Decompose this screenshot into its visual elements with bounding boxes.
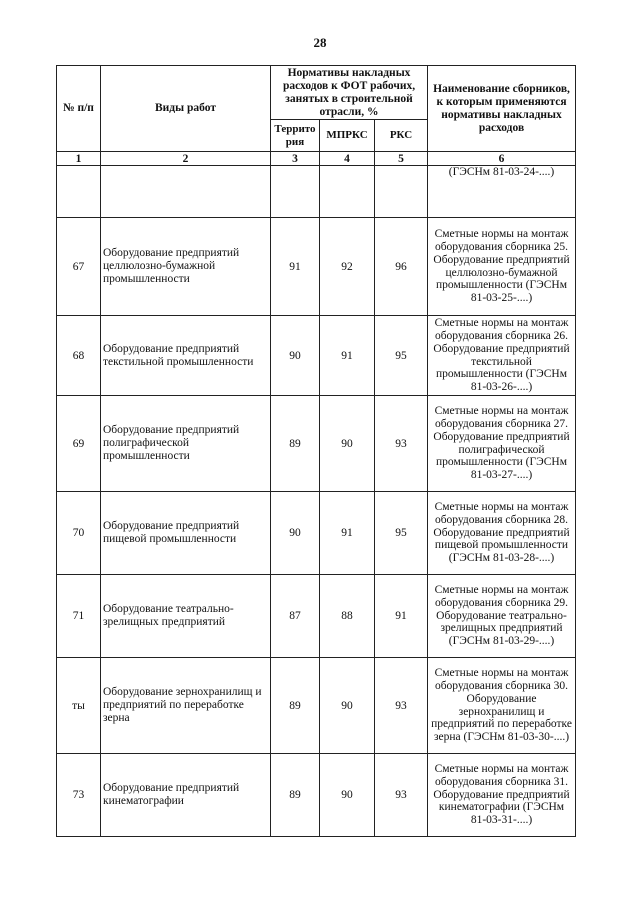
territory-value: 89 (271, 396, 320, 492)
header-norms-group: Нормативы накладных расходов к ФОТ рабочих, занятых в строительной отрасли, % (271, 66, 428, 120)
mprks-value: 88 (320, 575, 375, 658)
territory-value: 87 (271, 575, 320, 658)
rks-value: 96 (375, 218, 428, 316)
rks-value: 91 (375, 575, 428, 658)
source-collection: (ГЭСНм 81-03-24-....) (428, 166, 576, 218)
work-type: Оборудование предприятий целлюлозно-бумажной промышленности (101, 218, 271, 316)
territory-value: 89 (271, 658, 320, 754)
table-row (57, 658, 576, 754)
header-rks: РКС (375, 120, 428, 152)
territory-value: 90 (271, 316, 320, 396)
table-row (57, 218, 576, 316)
header-work-type: Виды работ (101, 66, 271, 152)
column-number: 3 (271, 152, 320, 166)
row-number: 71 (57, 575, 101, 658)
row-number: 69 (57, 396, 101, 492)
overhead-norms-table (56, 65, 576, 837)
row-number: 68 (57, 316, 101, 396)
source-collection: Сметные нормы на монтаж оборудования сборника 30. Оборудование зернохранилищ и предприятий по переработке зерна (ГЭСНм 81-03-30-....) (428, 658, 576, 754)
territory-value: 90 (271, 492, 320, 575)
mprks-value: 91 (320, 492, 375, 575)
mprks-value: 90 (320, 754, 375, 837)
column-number: 1 (57, 152, 101, 166)
rks-value: 93 (375, 754, 428, 837)
header-num: № п/п (57, 66, 101, 152)
table-row (57, 754, 576, 837)
row-number: 73 (57, 754, 101, 837)
mprks-value: 90 (320, 658, 375, 754)
source-collection: Сметные нормы на монтаж оборудования сборника 25. Оборудование предприятий целлюлозно-бумажной промышленности (ГЭСНм 81-03-25-....) (428, 218, 576, 316)
column-number: 5 (375, 152, 428, 166)
source-collection: Сметные нормы на монтаж оборудования сборника 31. Оборудование предприятий кинематографии (ГЭСНм 81-03-31-....) (428, 754, 576, 837)
row-number: 70 (57, 492, 101, 575)
table-row (57, 575, 576, 658)
source-collection: Сметные нормы на монтаж оборудования сборника 27. Оборудование предприятий полиграфической промышленности (ГЭСНм 81-03-27-....) (428, 396, 576, 492)
source-collection: Сметные нормы на монтаж оборудования сборника 28. Оборудование предприятий пищевой промышленности (ГЭСНм 81-03-28-....) (428, 492, 576, 575)
work-type: Оборудование предприятий полиграфической промышленности (101, 396, 271, 492)
header-mprks: МПРКС (320, 120, 375, 152)
page-number: 28 (313, 35, 327, 50)
rks-value: 95 (375, 492, 428, 575)
work-type: Оборудование предприятий пищевой промышленности (101, 492, 271, 575)
column-numbers-row (57, 152, 576, 166)
territory-value: 89 (271, 754, 320, 837)
row-number: ты (57, 658, 101, 754)
work-type: Оборудование предприятий кинематографии (101, 754, 271, 837)
header-collections: Наименование сборников, к которым применяются нормативы накладных расходов (428, 66, 576, 152)
work-type: Оборудование театрально-зрелищных предприятий (101, 575, 271, 658)
mprks-value: 92 (320, 218, 375, 316)
column-number: 6 (428, 152, 576, 166)
mprks-value: 91 (320, 316, 375, 396)
table-row (57, 396, 576, 492)
table-row (57, 316, 576, 396)
rks-value: 95 (375, 316, 428, 396)
header-territory: Террито рия (271, 120, 320, 152)
continuation-row (57, 166, 576, 218)
row-number: 67 (57, 218, 101, 316)
column-number: 4 (320, 152, 375, 166)
table-row (57, 492, 576, 575)
source-collection: Сметные нормы на монтаж оборудования сборника 26. Оборудование предприятий текстильной промышленности (ГЭСНм 81-03-26-....) (428, 316, 576, 396)
rks-value: 93 (375, 658, 428, 754)
work-type: Оборудование зернохранилищ и предприятий по переработке зерна (101, 658, 271, 754)
rks-value: 93 (375, 396, 428, 492)
territory-value: 91 (271, 218, 320, 316)
mprks-value: 90 (320, 396, 375, 492)
source-collection: Сметные нормы на монтаж оборудования сборника 29. Оборудование театрально-зрелищных предприятий (ГЭСНм 81-03-29-....) (428, 575, 576, 658)
column-number: 2 (101, 152, 271, 166)
work-type: Оборудование предприятий текстильной промышленности (101, 316, 271, 396)
